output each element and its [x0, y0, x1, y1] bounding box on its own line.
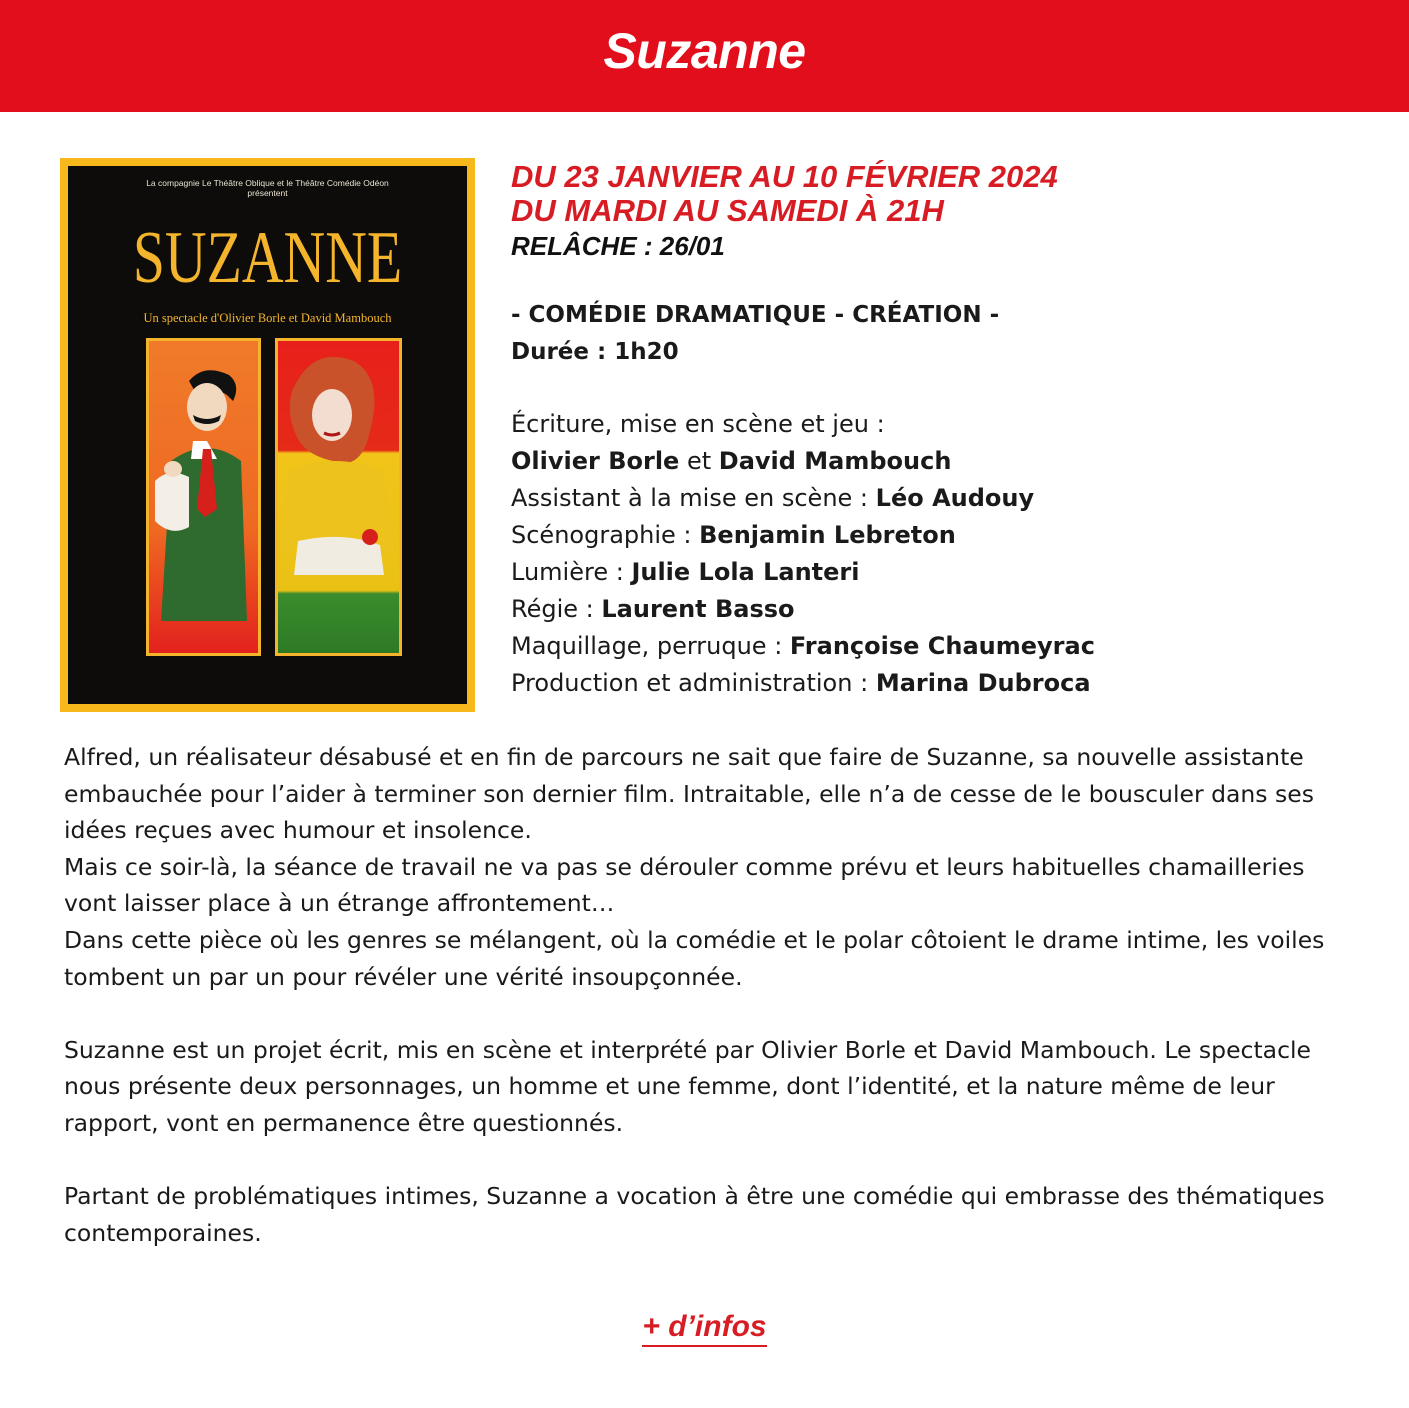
credit-label: Assistant à la mise en scène : [511, 484, 869, 512]
show-poster [60, 158, 475, 712]
poster-artwork [68, 166, 467, 704]
show-dates [511, 160, 1371, 228]
credit-scenography [511, 517, 1371, 554]
credit-author-1: Olivier Borle [511, 447, 680, 475]
description-paragraph: Mais ce soir-là, la séance de travail ne va pas se dérouler comme prévu et leurs habituelles chamailleries vont laisser place à un étrange affrontement… [64, 852, 1305, 918]
credit-makeup [511, 628, 1371, 665]
credit-value: Benjamin Lebreton [699, 521, 956, 549]
show-info [511, 158, 1371, 702]
credit-value: Julie Lola Lanteri [631, 558, 860, 586]
more-info-link[interactable]: + d’infos [642, 1310, 766, 1347]
page-title: Suzanne [603, 23, 806, 79]
credit-value: Léo Audouy [875, 484, 1035, 512]
credit-value: Laurent Basso [601, 595, 795, 623]
credit-lighting [511, 554, 1371, 591]
credit-writing-label [511, 406, 1371, 443]
poster-credits-line2: présentent [247, 188, 288, 198]
show-genre: - COMÉDIE DRAMATIQUE - CRÉATION - [511, 302, 1000, 328]
dates-schedule: DU MARDI AU SAMEDI À 21H [511, 193, 944, 228]
show-duration: Durée : 1h20 [511, 339, 679, 365]
poster-credits [68, 178, 467, 198]
poster-panel-woman [275, 338, 402, 656]
description-paragraph: Partant de problématiques intimes, Suzanne a vocation à être une comédie qui embrasse des thématiques contemporaines. [64, 1182, 1325, 1247]
credit-label: Scénographie : [511, 521, 692, 549]
dates-range: DU 23 JANVIER AU 10 FÉVRIER 2024 [511, 159, 1058, 194]
credit-label: Régie : [511, 595, 594, 623]
credit-assistant [511, 480, 1371, 517]
description-paragraph: Alfred, un réalisateur désabusé et en fin de parcours ne sait que faire de Suzanne, sa nouvelle assistante embauchée pour l’aider à terminer son dernier film. Intraitable, elle n’a de cesse de le bousculer dans ses idées reçues avec humour et insolence. [64, 743, 1314, 845]
credit-author-2: David Mambouch [718, 447, 952, 475]
header-banner [0, 0, 1409, 112]
more-info-container [0, 1310, 1409, 1344]
credit-authors [511, 443, 1371, 480]
show-description [64, 739, 1364, 1251]
credit-label: Écriture, mise en scène et jeu : [511, 410, 885, 438]
credit-value: Marina Dubroca [875, 669, 1091, 697]
relache-date: RELÂCHE : 26/01 [511, 231, 725, 261]
credit-production [511, 665, 1371, 702]
poster-subtitle: Un spectacle d'Olivier Borle et David Mambouch [143, 311, 392, 325]
credit-value: Françoise Chaumeyrac [789, 632, 1095, 660]
description-paragraph: Dans cette pièce où les genres se mélangent, où la comédie et le polar côtoient le drame intime, les voiles tombent un par un pour révéler une vérité insoupçonnée. [64, 925, 1325, 991]
man-illustration [149, 341, 258, 653]
credit-connector: et [679, 447, 719, 475]
credits-list [511, 406, 1371, 702]
poster-title: SUZANNE [132, 217, 403, 299]
credit-stage-management [511, 591, 1371, 628]
credit-label: Lumière : [511, 558, 624, 586]
poster-credits-line1: La compagnie Le Théâtre Oblique et le Théâtre Comédie Odéon [146, 178, 389, 188]
description-paragraph: Suzanne est un projet écrit, mis en scène et interprété par Olivier Borle et David Mambouch. Le spectacle nous présente deux personnages, un homme et une femme, dont l’identité, et la nature même de leur rapport, vont en permanence être questionnés. [64, 1035, 1311, 1137]
poster-panel-man [146, 338, 261, 656]
credit-label: Production et administration : [511, 669, 869, 697]
credit-label: Maquillage, perruque : [511, 632, 783, 660]
woman-illustration [278, 341, 399, 653]
